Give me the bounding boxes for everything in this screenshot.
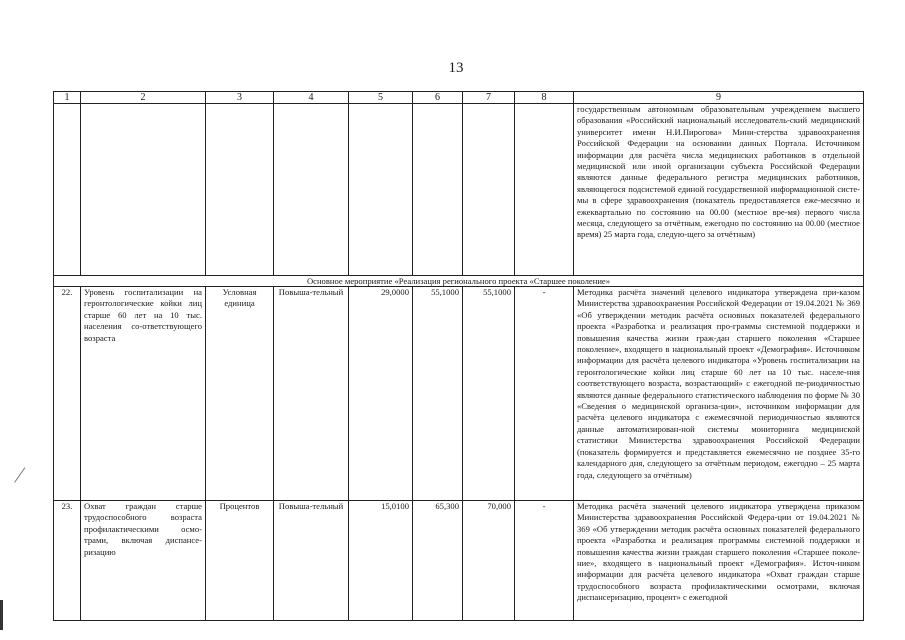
value-col-5: 29,0000 (349, 287, 413, 501)
table-row (54, 501, 864, 621)
value-col-6: 65,300 (413, 501, 463, 621)
indicators-table (53, 91, 864, 621)
column-header: 3 (206, 92, 274, 104)
column-numbers-row (54, 92, 864, 104)
indicator-name: Уровень госпитализации на геронтологические койки лиц старше 60 лет на 10 тыс. населения со-ответствующего возраста (81, 287, 206, 501)
column-header: 7 (463, 92, 515, 104)
section-title: Основное мероприятие «Реализация регионального проекта «Старшее поколение» (54, 276, 864, 287)
scan-mark (14, 467, 37, 490)
value-col-7: 55,1000 (463, 287, 515, 501)
column-header: 1 (54, 92, 81, 104)
value-col-8: - (515, 501, 574, 621)
table-row (54, 287, 864, 501)
column-header: 4 (274, 92, 349, 104)
section-row (54, 276, 864, 287)
indicator-type: Повыша-тельный (274, 501, 349, 621)
unit-of-measure: Условная единица (206, 287, 274, 501)
indicator-name: Охват граждан старше трудоспособного возраста профилактическими осмо-трами, включая диспансе-ризацию (81, 501, 206, 621)
column-header: 8 (515, 92, 574, 104)
row-number: 23. (54, 501, 81, 621)
scan-mark (0, 600, 3, 630)
value-col-7: 70,000 (463, 501, 515, 621)
value-col-5: 15,0100 (349, 501, 413, 621)
value-col-8: - (515, 287, 574, 501)
continuation-methodology-text: государственным автономным образовательным учреждением высшего образования «Российский национальный исследователь-ский медицинский университет имени Н.И.Пирогова» Мини-стерства здравоохранения Российской Федерации на основании данных Портала. Источником информации для расчёта числа медицинских работников в отдельной медицинской или иной организации субъекта Российской Федерации являются данные федерального регистра медицинских работников, являющегося подсистемой единой государственной информационной систе-мы в сфере здравоохранения (показатель предоставляется еже-месячно и ежеквартально по состоянию на 00.00 (местное вре-мя) первого числа месяца, следующего за отчётным, ежегодно по состоянию на 00.00 (местное время) 25 марта года, следую-щего за отчётным) (574, 104, 864, 276)
row-number: 22. (54, 287, 81, 501)
methodology-text: Методика расчёта значений целевого индикатора утверждена при-казом Министерства здравоохранения Российской Федерации от 19.04.2021 № 369 «Об утверждении методик расчёта основных показателей федерального проекта «Разработка и реализация про-граммы системной поддержки и повышения качества жизни граж-дан старшего поколения «Старшее поколение», входящего в национальный проект «Демография». Источником информации для расчёта целевого индикатора «Уровень госпитализации на геронтологические койки лиц старше 60 лет на 10 тыс. населе-ния соответствующего возраста, возрастающий» с ежегодной пе-риодичностью являются данные федерального статистического наблюдения по форме № 30 «Сведения о медицинской организа-ции», источником информации для расчёта целевого индикатора с ежемесячной периодичностью являются данные автоматизирован-ной системы мониторинга медицинской статистики Министерства здравоохранения Российской Федерации (показатель формируется и представляется ежемесячно не позднее 35-го календарного дня, следующего за отчётным периодом, ежегодно – 25 марта года, следующего за отчётным) (574, 287, 864, 501)
methodology-text: Методика расчёта значений целевого индикатора утверждена приказом Министерства здравоохранения Российской Федера-ции от 19.04.2021 № 369 «Об утверждении методик расчёта основных показателей федерального проекта «Разработка и реализация программы системной поддержки и повышения качества жизни граждан старшего поколения «Старшее поколе-ние», входящего в национальный проект «Демография». Источ-ником информации для расчёта целевого индикатора «Охват граждан старше трудоспособного возраста профилактическими осмотрами, включая диспансеризацию, процент» с ежегодной (574, 501, 864, 621)
continuation-row (54, 104, 864, 276)
unit-of-measure: Процентов (206, 501, 274, 621)
column-header: 9 (574, 92, 864, 104)
column-header: 5 (349, 92, 413, 104)
column-header: 6 (413, 92, 463, 104)
indicator-type: Повыша-тельный (274, 287, 349, 501)
column-header: 2 (81, 92, 206, 104)
page-number: 13 (448, 60, 464, 76)
value-col-6: 55,1000 (413, 287, 463, 501)
